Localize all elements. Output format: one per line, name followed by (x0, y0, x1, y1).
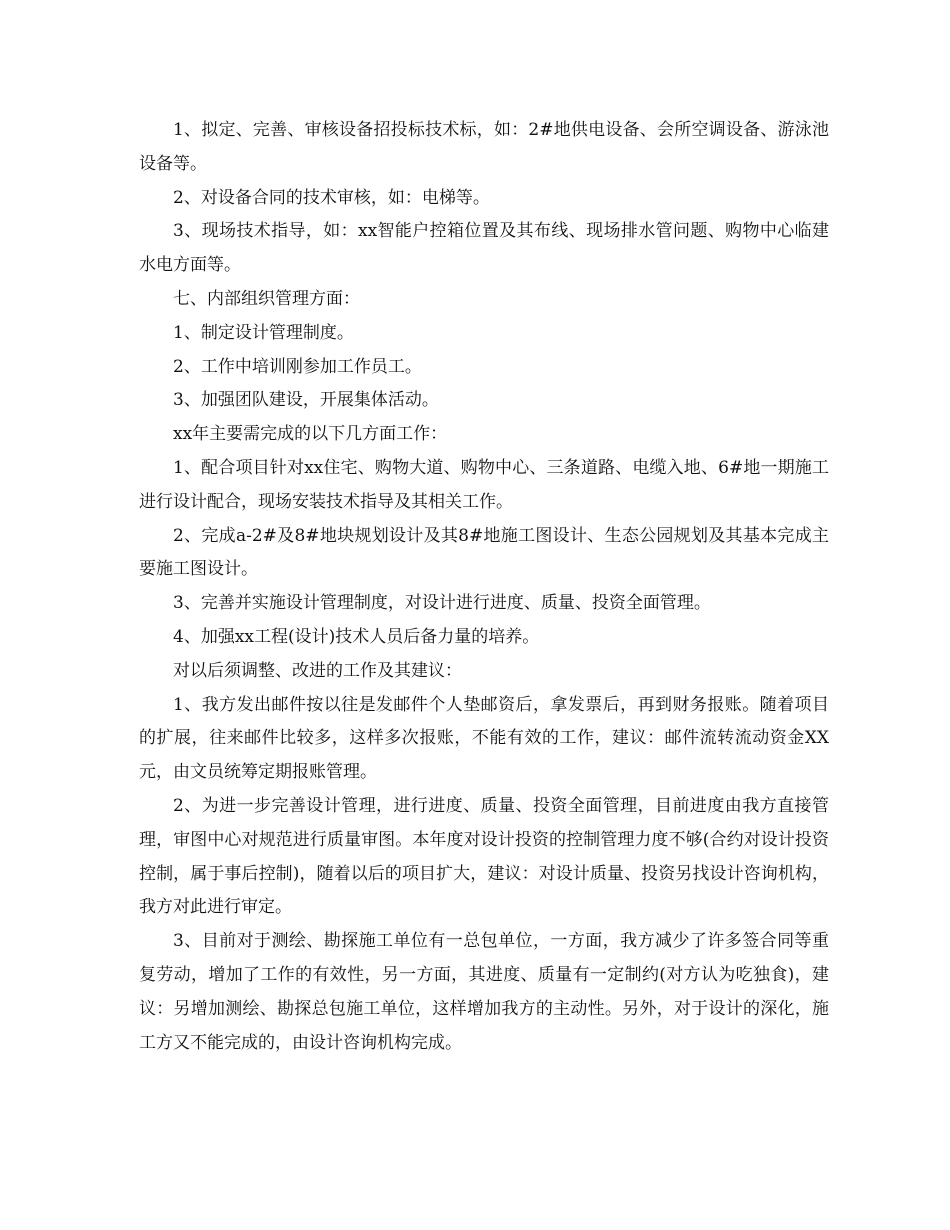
section-heading-internal-management: 七、内部组织管理方面： (173, 288, 360, 309)
paragraph-7: 3、加强团队建设，开展集体活动。 (173, 390, 439, 411)
paragraph-16: 3、目前对于测绘、勘探施工单位有一总包单位，一方面，我方减少了许多签合同等重复劳动，增加了工作的有效性，另一方面，其进度、质量有一定制约(对方认为吃独食)，建议：另增加测绘、勘探总包施工单位，这样增加我方的主动性。另外，对于设计的深化，施工方又不能完成的，由设计咨询机构完成。 (139, 931, 829, 1053)
paragraph-12: 4、加强xx工程(设计)技术人员后备力量的培养。 (173, 626, 540, 647)
document-body (139, 114, 829, 1060)
paragraph-1: 1、拟定、完善、审核设备招投标技术标，如：2#地供电设备、会所空调设备、游泳池设备等。 (139, 120, 829, 174)
paragraph-14: 1、我方发出邮件按以往是发邮件个人垫邮资后，拿发票后，再到财务报账。随着项目的扩展，往来邮件比较多，这样多次报账，不能有效的工作，建议：邮件流转流动资金XX元，由文员统筹定期报账管理。 (139, 694, 829, 783)
paragraph-10: 2、完成a-2#及8#地块规划设计及其8#地施工图设计、生态公园规划及其基本完成主要施工图设计。 (139, 525, 829, 580)
paragraph-6: 2、工作中培训刚参加工作员工。 (173, 356, 422, 377)
paragraph-5: 1、制定设计管理制度。 (173, 322, 354, 343)
section-heading-suggestions: 对以后须调整、改进的工作及其建议： (173, 660, 462, 681)
paragraph-15: 2、为进一步完善设计管理，进行进度、质量、投资全面管理，目前进度由我方直接管理，审图中心对规范进行质量审图。本年度对设计投资的控制管理力度不够(合约对设计投资控制，属于事后控制)，随着以后的项目扩大，建议：对设计质量、投资另找设计咨询机构，我方对此进行审定。 (139, 795, 829, 918)
section-heading-main-tasks: xx年主要需完成的以下几方面工作： (173, 424, 448, 445)
paragraph-2: 2、对设备合同的技术审核，如：电梯等。 (173, 187, 490, 208)
paragraph-9: 1、配合项目针对xx住宅、购物大道、购物中心、三条道路、电缆入地、6#地一期施工进行设计配合，现场安装技术指导及其相关工作。 (139, 457, 829, 512)
paragraph-11: 3、完善并实施设计管理制度，对设计进行进度、质量、投资全面管理。 (173, 593, 711, 614)
paragraph-3: 3、现场技术指导，如：xx智能户控箱位置及其布线、现场排水管问题、购物中心临建水电方面等。 (139, 221, 829, 276)
